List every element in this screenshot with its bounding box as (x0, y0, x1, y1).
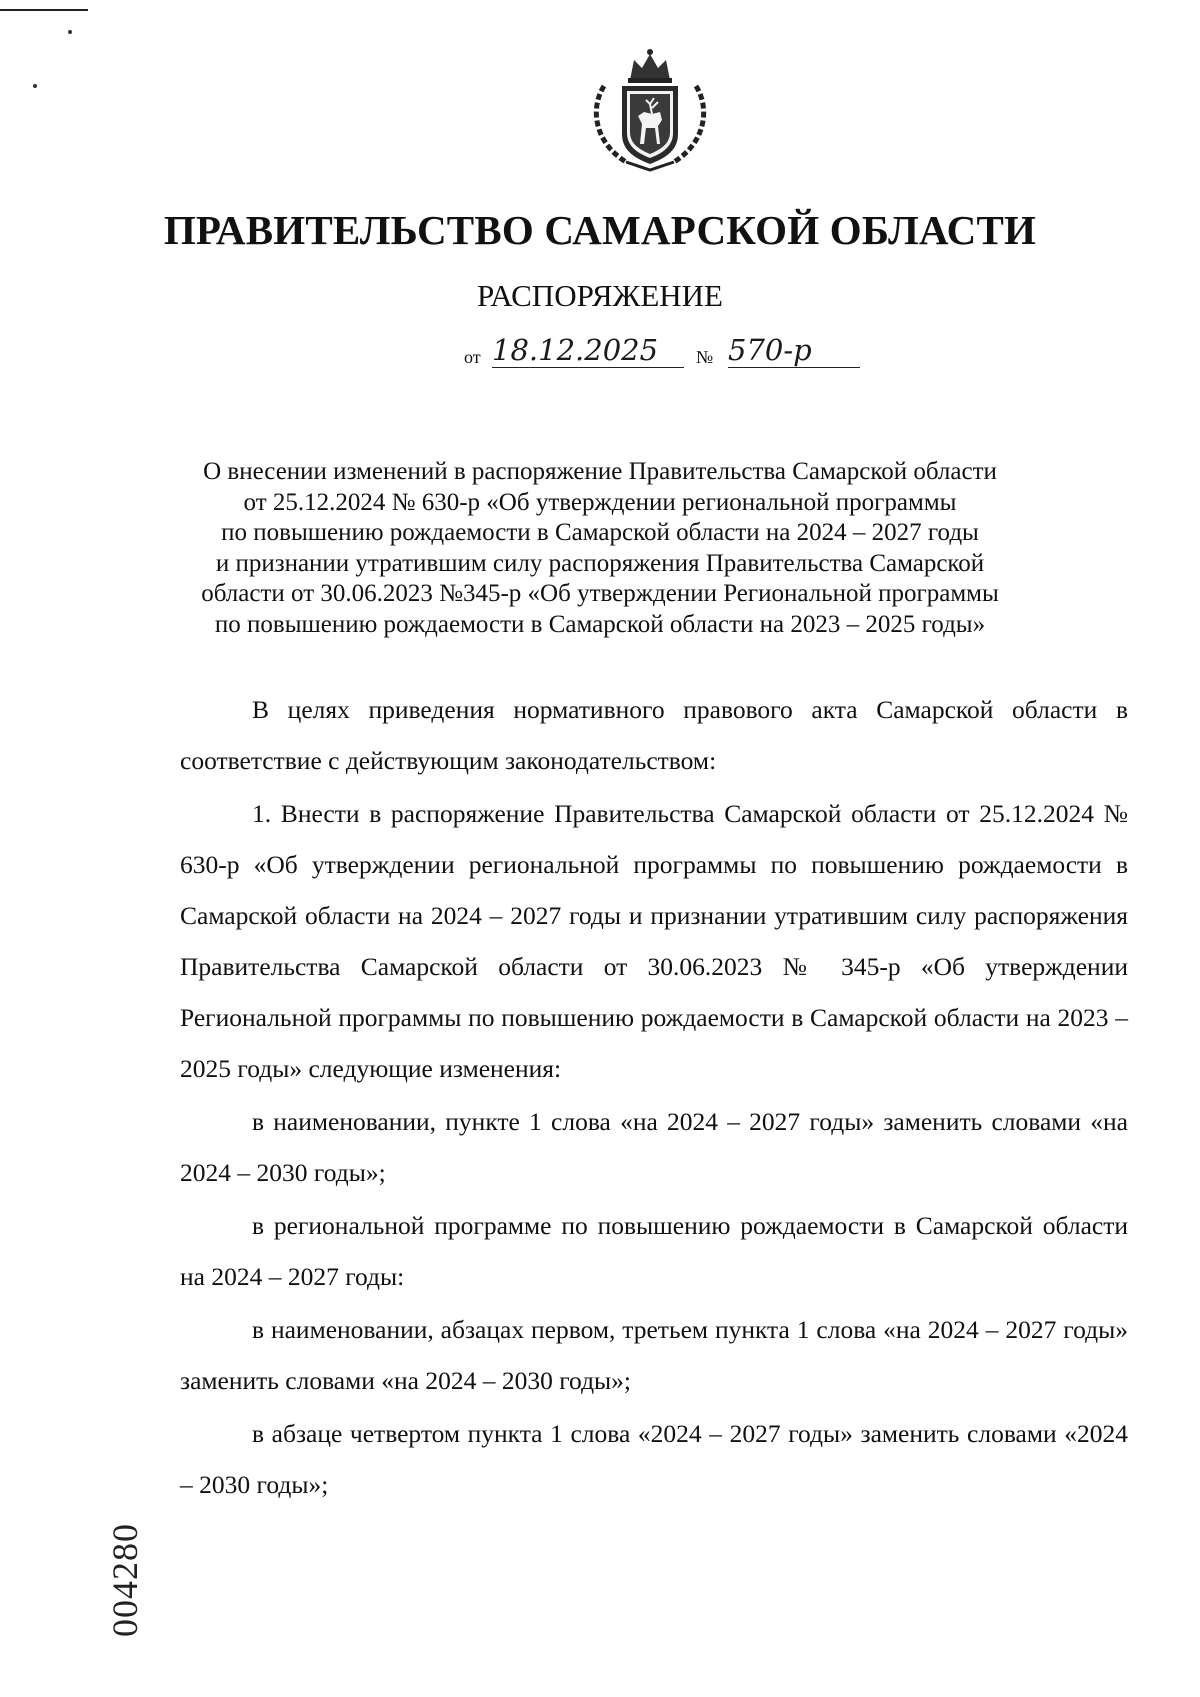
document-type: РАСПОРЯЖЕНИЕ (477, 278, 723, 313)
subject-line: по повышению рождаемости в Самарской области на 2023 – 2025 годы» (214, 610, 986, 638)
scan-speck (68, 30, 72, 34)
government-title: ПРАВИТЕЛЬСТВО САМАРСКОЙ ОБЛАСТИ (163, 207, 1037, 253)
subject-line: области от 30.06.2023 №345-р «Об утверждении Региональной программы (201, 580, 999, 607)
document-body (180, 684, 1128, 1512)
body-paragraph: В целях приведения нормативного правового акта Самарской области в соответствие с действующим законодательством: (180, 695, 1128, 775)
scan-speck (33, 84, 37, 88)
date-prefix: от (464, 347, 481, 367)
subject-line: от 25.12.2024 № 630-р «Об утверждении региональной программы (243, 488, 957, 516)
coat-of-arms-icon (586, 46, 714, 174)
scan-edge-line (0, 9, 88, 11)
body-paragraph: в абзаце четвертом пункта 1 слова «2024 – 2027 годы» заменить словами «2024 – 2030 годы»; (180, 1419, 1128, 1499)
body-paragraph: 1. Внести в распоряжение Правительства Самарской области от 25.12.2024 № 630-р «Об утверждении региональной программы по повышению рождаемости в Самарской области на 2024 – 2027 годы и признании утратившим силу распоряжения Правительства Самарской области от 30.06.2023 № 345-р «Об утверждении Региональной программы по повышению рождаемости в Самарской области на 2023 – 2025 годы» следующие изменения: (180, 799, 1128, 1083)
body-paragraph: в региональной программе по повышению рождаемости в Самарской области на 2024 – 2027 годы: (180, 1211, 1128, 1291)
registration-number (95, 1495, 155, 1665)
body-paragraph: в наименовании, абзацах первом, третьем пункта 1 слова «на 2024 – 2027 годы» заменить словами «на 2024 – 2030 годы»; (180, 1315, 1128, 1395)
date-number-line (456, 333, 876, 373)
subject-line: О внесении изменений в распоряжение Правительства Самарской области (203, 458, 997, 485)
document-subject (170, 457, 1030, 640)
handwritten-number: 570-р (728, 333, 860, 368)
subject-line: по повышению рождаемости в Самарской области на 2024 – 2027 годы (221, 519, 979, 546)
handwritten-date: 18.12.2025 (492, 333, 684, 368)
registration-number-text: 004280 (105, 1523, 145, 1637)
body-paragraph: в наименовании, пункте 1 слова «на 2024 – 2027 годы» заменить словами «на 2024 – 2030 годы»; (180, 1107, 1128, 1187)
number-prefix: № (696, 347, 714, 367)
subject-line: и признании утратившим силу распоряжения Правительства Самарской (215, 549, 985, 577)
